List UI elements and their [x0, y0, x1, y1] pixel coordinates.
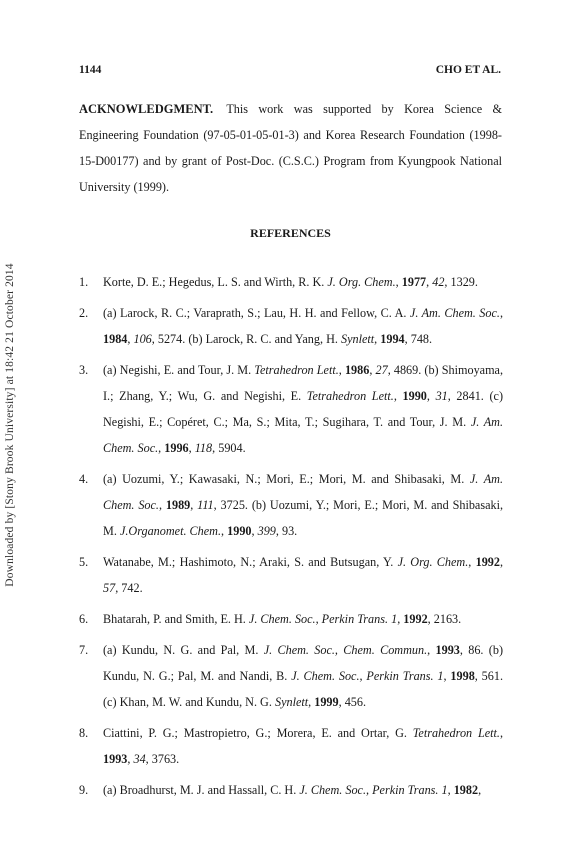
reference-segment: , 5274. (b) Larock, R. C. and Yang, H. [151, 332, 341, 346]
reference-segment: , [158, 441, 165, 455]
reference-number: 6. [79, 612, 89, 626]
reference-year: 1984 [103, 332, 128, 346]
reference-segment: , [338, 363, 345, 377]
references-heading: REFERENCES [250, 226, 331, 240]
reference-segment: , 742. [115, 581, 143, 595]
reference-italic-segment: Synlett [340, 332, 375, 346]
reference-text [103, 555, 503, 595]
reference-number: 5. [79, 555, 89, 569]
reference-segment: , [499, 555, 504, 569]
reference-italic-segment: J. Org. Chem. [327, 275, 396, 289]
reference-segment: , [397, 612, 404, 626]
reference-year: 1977 [401, 275, 427, 289]
reference-segment: (a) Kundu, N. G. and Pal, M. [103, 643, 264, 657]
reference-italic-segment: Tetrahedron Lett. [254, 363, 339, 377]
reference-number: 3. [79, 363, 89, 377]
reference-segment: , [478, 783, 482, 797]
reference-segment: , [393, 389, 403, 403]
reference-italic-segment: 27 [375, 363, 388, 377]
download-watermark-text: Downloaded by [Stony Brook University] at 18:42 21 October 2014 [4, 263, 16, 587]
reference-segment: , 93. [275, 524, 298, 538]
reference-segment: , [251, 524, 258, 538]
reference-italic-segment: 42 [432, 275, 445, 289]
reference-italic-segment: 111 [197, 498, 214, 512]
reference-segment: , [221, 524, 228, 538]
reference-year: 1993 [103, 752, 128, 766]
reference-segment: , [499, 306, 503, 320]
reference-italic-segment: Tetrahedron Lett. [412, 726, 500, 740]
reference-number: 8. [79, 726, 89, 740]
reference-number: 1. [79, 275, 89, 289]
reference-segment: , [427, 643, 436, 657]
reference-italic-segment: J. Org. Chem. [397, 555, 469, 569]
reference-year: 1996 [164, 441, 189, 455]
reference-segment: Bhatarah, P. and Smith, E. H. [103, 612, 249, 626]
reference-segment: , [188, 441, 195, 455]
reference-list [79, 269, 503, 808]
reference-segment: , [426, 275, 433, 289]
reference-segment: , 2841. (c) Negishi, E.; Copéret, C.; Ma, S.; Mita, T.; Sugihara, T. and Tour, J. M. [103, 389, 504, 429]
reference-item [79, 606, 503, 632]
reference-year: 1982 [453, 783, 479, 797]
reference-segment: , [369, 363, 376, 377]
reference-italic-segment: J. Chem. Soc., Perkin Trans. 1 [248, 612, 398, 626]
reference-italic-segment: 399 [257, 524, 276, 538]
reference-segment: , 2163. [427, 612, 462, 626]
reference-item [79, 300, 503, 352]
reference-item [79, 549, 503, 601]
reference-text [103, 306, 503, 346]
reference-number: 7. [79, 643, 89, 657]
reference-italic-segment: J. Am. Chem. Soc. [103, 472, 503, 512]
reference-italic-segment: 118 [194, 441, 213, 455]
download-watermark [3, 245, 17, 605]
reference-year: 1986 [344, 363, 370, 377]
reference-segment: , 748. [404, 332, 433, 346]
reference-italic-segment: J. Chem. Soc., Perkin Trans. 1 [291, 669, 444, 683]
reference-year: 1998 [450, 669, 475, 683]
reference-segment: Ciattini, P. G.; Mastropietro, G.; Morera, E. and Ortar, G. [103, 726, 413, 740]
reference-text [103, 275, 478, 289]
reference-text [103, 363, 503, 455]
reference-segment: , 5904. [212, 441, 246, 455]
reference-number: 9. [79, 783, 89, 797]
reference-item [79, 466, 503, 544]
reference-italic-segment: J. Am. Chem. Soc. [409, 306, 500, 320]
acknowledgment-paragraph [79, 96, 502, 200]
reference-segment: , [468, 555, 476, 569]
reference-item [79, 720, 503, 772]
reference-segment: , 4869. (b) Shimoyama, I.; Zhang, Y.; Wu, G. and Negishi, E. [103, 363, 504, 403]
reference-segment: , [443, 669, 451, 683]
reference-segment: , 561. (c) Khan, M. W. and Kundu, N. G. [103, 669, 504, 709]
reference-item [79, 357, 503, 461]
reference-year: 1992 [475, 555, 500, 569]
reference-year: 1999 [314, 695, 339, 709]
reference-segment: , [447, 783, 454, 797]
page-number: 1144 [79, 64, 102, 76]
reference-year: 1993 [435, 643, 460, 657]
reference-segment: , [374, 332, 381, 346]
reference-segment: (a) Larock, R. C.; Varaprath, S.; Lau, H. H. and Fellow, C. A. [103, 306, 410, 320]
reference-year: 1994 [380, 332, 405, 346]
acknowledgment-text: This work was supported by Korea Science & Engineering Foundation (97-05-01-05-01-3) and Korea Research Foundation (1998-15-D00177) and by grant of Post-Doc. (C.S.C.) Program from Kyungpook National University (1999). [79, 102, 502, 194]
reference-segment: Korte, D. E.; Hegedus, L. S. and Wirth, R. K. [103, 275, 328, 289]
reference-italic-segment: J. Chem. Soc., Chem. Commun. [263, 643, 428, 657]
reference-italic-segment: 34 [133, 752, 146, 766]
reference-item [79, 777, 503, 803]
acknowledgment-heading: ACKNOWLEDGMENT. [79, 102, 214, 116]
reference-italic-segment: J.Organomet. Chem. [119, 524, 222, 538]
reference-text [103, 612, 461, 626]
reference-segment: , 86. (b) Kundu, N. G.; Pal, M. and Nandi, B. [103, 643, 504, 683]
reference-segment: , [499, 726, 503, 740]
reference-year: 1992 [403, 612, 428, 626]
reference-text [103, 783, 481, 797]
reference-number: 4. [79, 472, 89, 486]
reference-segment: , [426, 389, 436, 403]
reference-item [79, 269, 503, 295]
reference-segment: (a) Broadhurst, M. J. and Hassall, C. H. [103, 783, 300, 797]
reference-segment: , [127, 332, 134, 346]
reference-segment: , [308, 695, 315, 709]
reference-year: 1990 [402, 389, 427, 403]
reference-item [79, 637, 503, 715]
reference-segment: , 3763. [145, 752, 180, 766]
reference-italic-segment: Synlett [274, 695, 309, 709]
reference-italic-segment: 106 [133, 332, 152, 346]
reference-text [103, 643, 503, 709]
reference-italic-segment: 31 [435, 389, 448, 403]
reference-italic-segment: J. Chem. Soc., Perkin Trans. 1 [299, 783, 448, 797]
reference-text [103, 726, 503, 766]
reference-segment: , [190, 498, 198, 512]
reference-segment: , [127, 752, 134, 766]
reference-year: 1990 [227, 524, 252, 538]
reference-text [103, 472, 503, 538]
reference-italic-segment: 57 [103, 581, 116, 595]
reference-segment: Watanabe, M.; Hashimoto, N.; Araki, S. and Butsugan, Y. [103, 555, 398, 569]
reference-italic-segment: J. Am. Chem. Soc. [103, 415, 504, 455]
reference-segment: , 456. [338, 695, 367, 709]
reference-segment: , 3725. (b) Uozumi, Y.; Mori, E.; Mori, M. and Shibasaki, M. [103, 498, 504, 538]
reference-segment: , [395, 275, 402, 289]
reference-segment: (a) Negishi, E. and Tour, J. M. [103, 363, 255, 377]
reference-italic-segment: Tetrahedron Lett. [306, 389, 394, 403]
reference-segment: , 1329. [444, 275, 478, 289]
reference-segment: , [158, 498, 166, 512]
reference-number: 2. [79, 306, 89, 320]
running-authors: CHO ET AL. [435, 64, 501, 76]
reference-year: 1989 [165, 498, 191, 512]
reference-segment: (a) Uozumi, Y.; Kawasaki, N.; Mori, E.; Mori, M. and Shibasaki, M. [103, 472, 470, 486]
